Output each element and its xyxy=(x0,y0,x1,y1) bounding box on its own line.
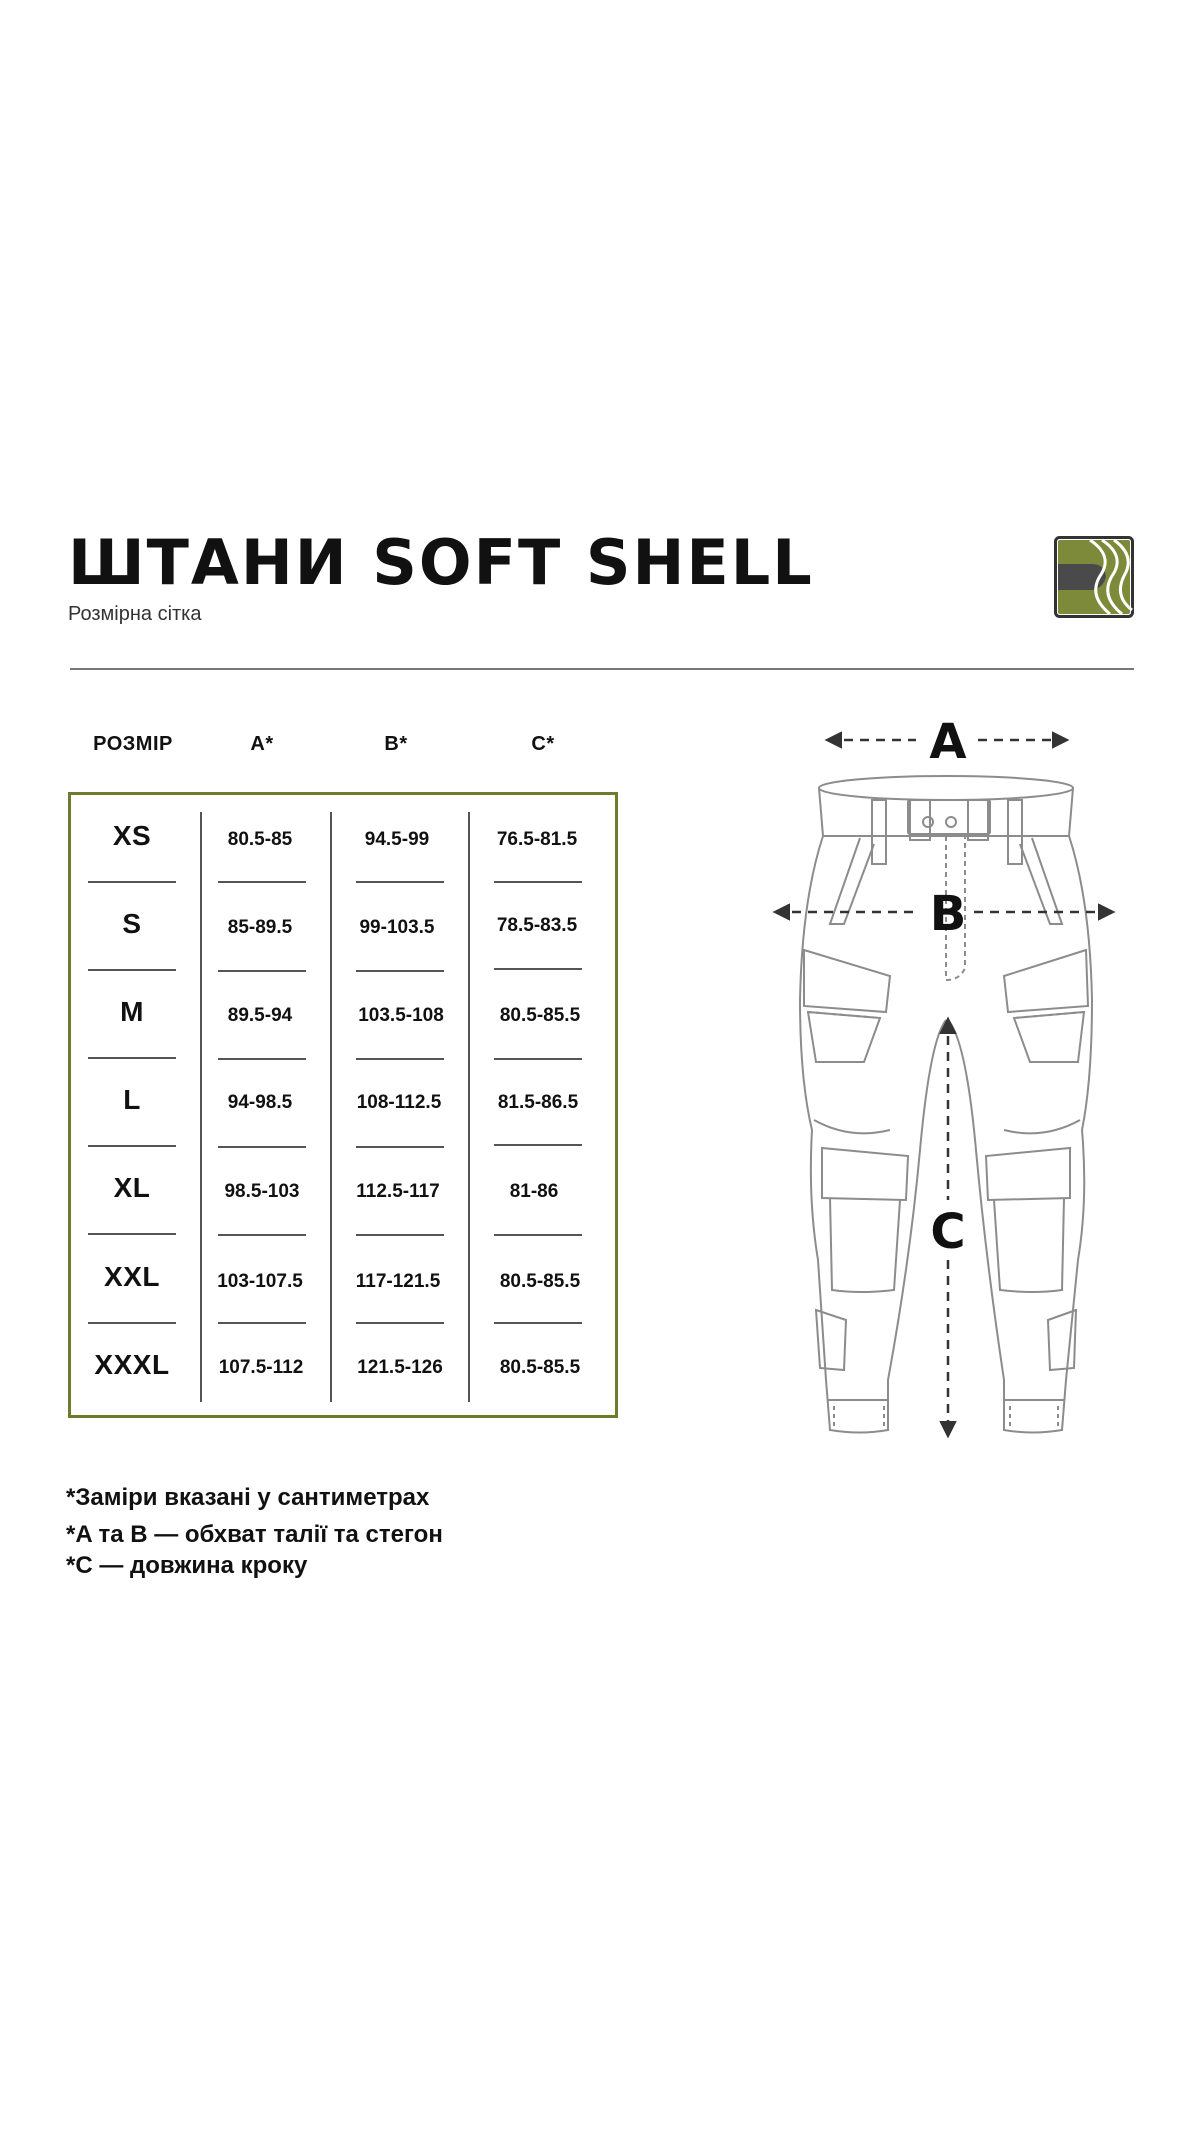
a-cell: 94-98.5 xyxy=(227,1092,293,1113)
column-header-size: РОЗМІР xyxy=(93,733,173,755)
size-cell: XL xyxy=(113,1172,151,1203)
row-separator xyxy=(494,1144,582,1146)
pants-diagram xyxy=(760,700,1140,1480)
column-separator xyxy=(200,812,202,1402)
b-cell: 121.5-126 xyxy=(357,1357,443,1378)
column-header-a: A* xyxy=(250,733,274,755)
row-separator xyxy=(356,1234,444,1236)
row-separator xyxy=(218,1146,306,1148)
dimension-label-a: A xyxy=(929,714,967,770)
row-separator xyxy=(88,881,176,883)
row-separator xyxy=(88,1057,176,1059)
row-separator xyxy=(356,881,444,883)
row-separator xyxy=(356,1322,444,1324)
row-separator xyxy=(218,1322,306,1324)
row-separator xyxy=(494,1234,582,1236)
size-cell: XXL xyxy=(104,1261,160,1292)
size-cell: XXXL xyxy=(94,1349,170,1380)
row-separator xyxy=(356,1146,444,1148)
b-cell: 117-121.5 xyxy=(355,1271,441,1292)
b-cell: 112.5-117 xyxy=(356,1181,440,1202)
a-cell: 89.5-94 xyxy=(227,1005,293,1026)
row-separator xyxy=(218,970,306,972)
c-cell: 81-86 xyxy=(509,1181,559,1202)
note-a-b: *A та B — обхват талії та стегон xyxy=(66,1521,443,1548)
b-cell: 103.5-108 xyxy=(358,1005,444,1026)
b-cell: 99-103.5 xyxy=(359,917,435,938)
size-cell: L xyxy=(123,1084,141,1115)
row-separator xyxy=(88,1233,176,1235)
row-separator xyxy=(494,968,582,970)
row-separator xyxy=(218,1234,306,1236)
size-cell: M xyxy=(120,996,144,1027)
note-units: *Заміри вказані у сантиметрах xyxy=(66,1484,430,1511)
row-separator xyxy=(356,970,444,972)
c-cell: 78.5-83.5 xyxy=(496,915,578,936)
a-cell: 107.5-112 xyxy=(218,1357,304,1378)
dimension-label-c: C xyxy=(930,1204,966,1260)
a-cell: 85-89.5 xyxy=(227,917,293,938)
row-separator xyxy=(494,1322,582,1324)
page-subtitle: Розмірна сітка xyxy=(68,603,202,625)
row-separator xyxy=(494,1058,582,1060)
c-cell: 80.5-85.5 xyxy=(499,1271,581,1292)
a-cell: 103-107.5 xyxy=(217,1271,303,1292)
b-cell: 94.5-99 xyxy=(364,829,430,850)
page-title: ШТАНИ SOFT SHELL xyxy=(68,526,814,599)
a-cell: 80.5-85 xyxy=(227,829,293,850)
size-cell: XS xyxy=(112,820,152,851)
note-c: *C — довжина кроку xyxy=(66,1552,308,1579)
row-separator xyxy=(356,1058,444,1060)
dimension-label-b: B xyxy=(929,886,967,942)
header-divider xyxy=(70,668,1134,670)
a-cell: 98.5-103 xyxy=(224,1181,300,1202)
row-separator xyxy=(218,881,306,883)
column-header-b: B* xyxy=(384,733,408,755)
column-header-c: C* xyxy=(531,733,555,755)
row-separator xyxy=(88,1145,176,1147)
row-separator xyxy=(88,969,176,971)
row-separator xyxy=(88,1322,176,1324)
row-separator xyxy=(218,1058,306,1060)
pants-outline-icon xyxy=(760,700,1140,1480)
b-cell: 108-112.5 xyxy=(356,1092,442,1113)
c-cell: 76.5-81.5 xyxy=(496,829,578,850)
c-cell: 81.5-86.5 xyxy=(497,1092,579,1113)
row-separator xyxy=(494,881,582,883)
c-cell: 80.5-85.5 xyxy=(499,1005,581,1026)
c-cell: 80.5-85.5 xyxy=(499,1357,581,1378)
column-separator xyxy=(330,812,332,1402)
size-cell: S xyxy=(122,908,142,939)
brand-logo-icon xyxy=(1054,536,1134,618)
column-separator xyxy=(468,812,470,1402)
